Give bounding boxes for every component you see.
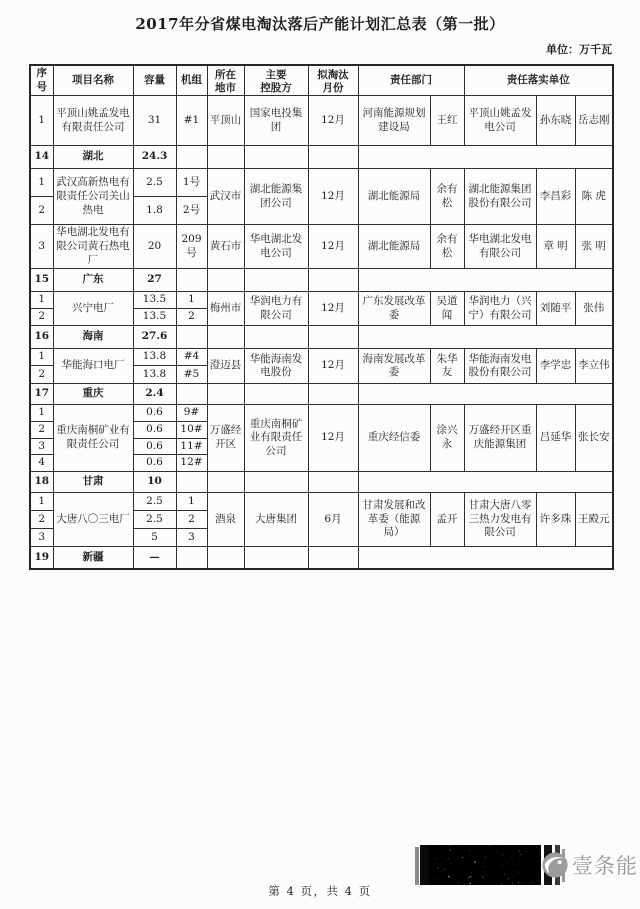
cell-dept: 湖北能源局 [358, 225, 430, 269]
cell-impl-person1: 章 明 [536, 225, 575, 269]
cell-dept-person: 余有松 [430, 169, 464, 225]
cell-unit: 1号 [176, 169, 207, 197]
table-row-haikou-1 [30, 349, 613, 366]
cell-unit: 1 [176, 492, 207, 510]
cell-city: 澄迈县 [207, 349, 244, 384]
cell-empty [244, 146, 308, 169]
watermark-label: 壹条能 [572, 854, 638, 878]
cell-seq: 19 [30, 546, 53, 569]
cell-impl: 华电湖北发电有限公司 [464, 225, 536, 269]
header-seq: 序号 [30, 65, 53, 96]
cell-unit: #4 [176, 349, 207, 366]
cell-month: 12月 [308, 169, 358, 225]
cell-capacity: 2.4 [133, 384, 176, 405]
cell-capacity: 27 [133, 269, 176, 292]
cell-seq: 1 [30, 292, 53, 309]
cell-impl-person1: 孙东晓 [536, 96, 575, 146]
cell-city: 黄石市 [207, 225, 244, 269]
cell-capacity: 13.5 [133, 292, 176, 309]
cell-unit: 2 [176, 510, 207, 528]
cell-seq: 3 [30, 225, 53, 269]
cell-seq: 2 [30, 309, 53, 326]
cell-impl-person1: 许多珠 [536, 492, 575, 546]
cell-unit: 12# [176, 455, 207, 472]
cell-empty [308, 269, 358, 292]
header-holder-line1: 主要 [265, 69, 287, 82]
cell-seq: 1 [30, 349, 53, 366]
cell-empty-merged [358, 146, 613, 169]
table-row-datang-1 [30, 492, 613, 510]
cell-unit: 1 [176, 292, 207, 309]
header-project-name: 项目名称 [53, 65, 133, 96]
cell-province-name: 湖北 [53, 146, 133, 169]
cell-dept-person: 涂兴永 [430, 405, 464, 472]
page-title: 2017年分省煤电淘汰落后产能计划汇总表（第一批） [135, 15, 505, 33]
cell-empty [244, 269, 308, 292]
cell-seq: 1 [30, 492, 53, 510]
table-row-wuhan-1 [30, 169, 613, 197]
cell-empty [207, 546, 244, 569]
cell-seq: 2 [30, 366, 53, 384]
cell-dept-person: 余有松 [430, 225, 464, 269]
cell-capacity: 13.5 [133, 309, 176, 326]
header-holder-line2: 控股方 [260, 82, 292, 94]
table-row-pingdingshan [30, 96, 613, 146]
header-city-line2: 地市 [215, 82, 236, 94]
cell-dept: 河南能源规划建设局 [358, 96, 430, 146]
header-impl: 责任落实单位 [464, 65, 613, 96]
cell-capacity: 2.5 [133, 510, 176, 528]
cell-unit: 2 [176, 309, 207, 326]
cell-seq: 15 [30, 269, 53, 292]
cell-month: 6月 [308, 492, 358, 546]
province-row-chongqing [30, 384, 613, 405]
cell-capacity: 10 [133, 471, 176, 492]
cell-project-name: 武汉高新热电有限责任公司关山热电 [53, 169, 133, 225]
cell-impl: 湖北能源集团股份有限公司 [464, 169, 536, 225]
watermark [541, 850, 638, 880]
cell-city: 酒泉 [207, 492, 244, 546]
cell-province-name: 海南 [53, 326, 133, 349]
cell-dept-person: 朱华友 [430, 349, 464, 384]
cell-empty [207, 384, 244, 405]
cell-capacity: 1.8 [133, 197, 176, 225]
cell-empty [308, 146, 358, 169]
cell-capacity: 24.3 [133, 146, 176, 169]
cell-dept: 海南发展改革委 [358, 349, 430, 384]
cell-seq: 14 [30, 146, 53, 169]
cell-empty [176, 146, 207, 169]
cell-month: 12月 [308, 349, 358, 384]
cell-empty [207, 269, 244, 292]
cell-project-name: 华能海口电厂 [53, 349, 133, 384]
unit-note: 单位：万千瓦 [546, 43, 612, 56]
cell-impl-person2: 岳志刚 [575, 96, 613, 146]
province-row-hubei [30, 146, 613, 169]
cell-province-name: 广东 [53, 269, 133, 292]
header-month-line2: 月份 [322, 82, 344, 94]
cell-unit: 10# [176, 421, 207, 438]
cell-capacity: 0.6 [133, 455, 176, 472]
cell-month: 12月 [308, 225, 358, 269]
cell-seq: 1 [30, 96, 53, 146]
cell-city: 梅州市 [207, 292, 244, 326]
cell-impl-person1: 吕延华 [536, 405, 575, 472]
cell-month: 12月 [308, 292, 358, 326]
cell-empty [207, 146, 244, 169]
cell-seq: 1 [30, 169, 53, 197]
cell-holder: 华电湖北发电公司 [244, 225, 308, 269]
cell-project-name: 重庆南桐矿业有限责任公司 [53, 405, 133, 472]
cell-dept: 广东发展改革委 [358, 292, 430, 326]
cell-province-name: 甘肃 [53, 471, 133, 492]
cell-impl-person2: 王殿元 [575, 492, 613, 546]
header-month [308, 65, 358, 96]
cell-impl-person2: 张伟 [575, 292, 613, 326]
cell-empty-merged [358, 269, 613, 292]
cell-impl-person1: 李昌彩 [536, 169, 575, 225]
cell-project-name: 大唐八〇三电厂 [53, 492, 133, 546]
province-row-guangdong [30, 269, 613, 292]
province-row-xinjiang [30, 546, 613, 569]
cell-capacity: 0.6 [133, 438, 176, 455]
page-footer: 第 4 页，共 4 页 [268, 884, 372, 898]
cell-seq: 16 [30, 326, 53, 349]
cell-empty [176, 269, 207, 292]
table-row-huangshi [30, 225, 613, 269]
table-row-nantong-1 [30, 405, 613, 422]
cell-empty-merged [358, 471, 613, 492]
cell-impl: 华润电力（兴宁）有限公司 [464, 292, 536, 326]
cell-capacity: 2.5 [133, 169, 176, 197]
cell-capacity: 0.6 [133, 405, 176, 422]
cell-empty [244, 546, 308, 569]
cell-holder: 湖北能源集团公司 [244, 169, 308, 225]
cell-unit: #5 [176, 366, 207, 384]
province-row-hainan [30, 326, 613, 349]
cell-capacity: 20 [133, 225, 176, 269]
cell-seq: 3 [30, 528, 53, 546]
cell-empty [244, 384, 308, 405]
cell-capacity: 31 [133, 96, 176, 146]
cell-empty-merged [358, 326, 613, 349]
cell-impl-person2: 张长安 [575, 405, 613, 472]
cell-holder: 华能海南发电股份 [244, 349, 308, 384]
cell-holder: 华润电力有限公司 [244, 292, 308, 326]
cell-impl-person1: 刘随平 [536, 292, 575, 326]
cell-unit: 2号 [176, 197, 207, 225]
cell-capacity: 13.8 [133, 366, 176, 384]
cell-city: 平顶山 [207, 96, 244, 146]
table-header-row [30, 65, 613, 96]
cell-empty-merged [358, 384, 613, 405]
cell-impl-person2: 李立伟 [575, 349, 613, 384]
cell-dept-person: 孟开 [430, 492, 464, 546]
cell-impl: 平顶山姚孟发电公司 [464, 96, 536, 146]
cell-dept-person: 王红 [430, 96, 464, 146]
cell-impl: 华能海南发电股份有限公司 [464, 349, 536, 384]
cell-holder: 重庆南桐矿业有限责任公司 [244, 405, 308, 472]
cell-empty [308, 384, 358, 405]
cell-impl: 万盛经开区重庆能源集团 [464, 405, 536, 472]
cell-unit: 3 [176, 528, 207, 546]
cell-empty [207, 471, 244, 492]
cell-impl: 甘肃大唐八零三热力发电有限公司 [464, 492, 536, 546]
cell-seq: 2 [30, 510, 53, 528]
cell-seq: 2 [30, 197, 53, 225]
cell-empty [176, 546, 207, 569]
cell-holder: 大唐集团 [244, 492, 308, 546]
cell-dept: 重庆经信委 [358, 405, 430, 472]
cell-capacity: 13.8 [133, 349, 176, 366]
cell-capacity: — [133, 546, 176, 569]
cell-unit: 9# [176, 405, 207, 422]
cell-impl-person1: 李学忠 [536, 349, 575, 384]
summary-table [29, 64, 614, 570]
header-dept: 责任部门 [358, 65, 464, 96]
cell-project-name: 平顶山姚孟发电有限责任公司 [53, 96, 133, 146]
cell-unit: #1 [176, 96, 207, 146]
cell-province-name: 新疆 [53, 546, 133, 569]
cell-dept: 甘肃发展和改革委（能源局） [358, 492, 430, 546]
cell-empty [207, 326, 244, 349]
watermark-logo-icon [541, 851, 569, 879]
cell-empty [244, 326, 308, 349]
header-city-line1: 所在 [215, 69, 236, 82]
cell-month: 12月 [308, 405, 358, 472]
cell-empty [244, 471, 308, 492]
cell-unit: 209号 [176, 225, 207, 269]
cell-seq: 3 [30, 438, 53, 455]
cell-capacity: 0.6 [133, 421, 176, 438]
cell-holder: 国家电投集团 [244, 96, 308, 146]
cell-capacity: 27.6 [133, 326, 176, 349]
cell-empty [308, 326, 358, 349]
cell-seq: 17 [30, 384, 53, 405]
table-row-xingning-1 [30, 292, 613, 309]
cell-city: 武汉市 [207, 169, 244, 225]
header-month-line1: 拟淘汰 [317, 69, 349, 82]
cell-empty [176, 471, 207, 492]
cell-seq: 1 [30, 405, 53, 422]
cell-seq: 18 [30, 471, 53, 492]
cell-impl-person2: 陈 虎 [575, 169, 613, 225]
cell-project-name: 华电湖北发电有限公司黄石热电厂 [53, 225, 133, 269]
cell-project-name: 兴宁电厂 [53, 292, 133, 326]
cell-capacity: 5 [133, 528, 176, 546]
province-row-gansu [30, 471, 613, 492]
header-holder [244, 65, 308, 96]
cell-month: 12月 [308, 96, 358, 146]
cell-empty [308, 546, 358, 569]
cell-dept-person: 吴道闻 [430, 292, 464, 326]
cell-impl-person2: 张 明 [575, 225, 613, 269]
cell-empty [308, 471, 358, 492]
cell-empty [176, 326, 207, 349]
cell-unit: 11# [176, 438, 207, 455]
header-unit: 机组 [176, 65, 207, 96]
cell-seq: 2 [30, 421, 53, 438]
cell-city: 万盛经开区 [207, 405, 244, 472]
cell-empty-merged [358, 546, 613, 569]
cell-dept: 湖北能源局 [358, 169, 430, 225]
header-city [207, 65, 244, 96]
cell-province-name: 重庆 [53, 384, 133, 405]
cell-empty [176, 384, 207, 405]
header-capacity: 容量 [133, 65, 176, 96]
cell-seq: 4 [30, 455, 53, 472]
cell-capacity: 2.5 [133, 492, 176, 510]
